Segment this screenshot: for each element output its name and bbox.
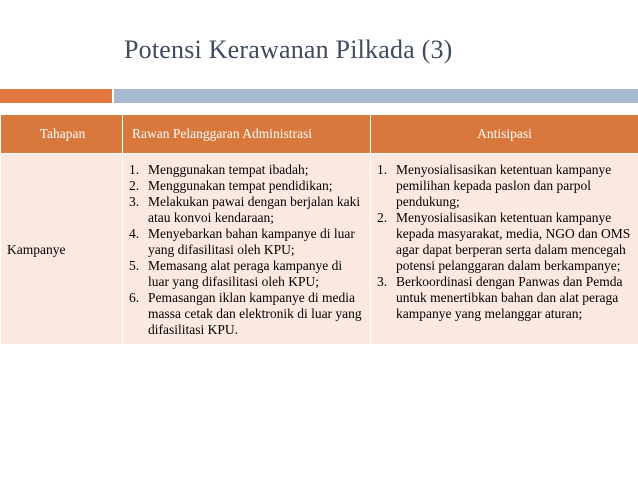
list-item: 3. Melakukan pawai dengan berjalan kaki atau konvoi kendaraan; <box>129 194 361 225</box>
anticipation-list <box>375 162 634 322</box>
slide-title: Potensi Kerawanan Pilkada (3) <box>124 35 453 64</box>
header-violation: Rawan Pelanggaran Administrasi <box>123 115 371 154</box>
list-item: 3. Berkoordinasi dengan Panwas dan Pemda untuk menertibkan bahan dan alat peraga kampanye yang melanggar aturan; <box>377 274 623 321</box>
list-item: 5. Memasang alat peraga kampanye di luar yang difasilitasi oleh KPU; <box>129 258 343 289</box>
list-item: 2. Menyosialisasikan ketentuan kampanye kepada masyarakat, media, NGO dan OMS agar dapat berperan serta dalam mencegah potensi pelanggaran dalam berkampanye; <box>377 210 631 273</box>
list-item: 1. Menyosialisasikan ketentuan kampanye pemilihan kepada paslon dan parpol pendukung; <box>377 162 612 209</box>
violation-list <box>127 162 366 338</box>
divider-orange-block <box>0 89 112 103</box>
title-divider <box>0 89 638 103</box>
header-anticipation: Antisipasi <box>371 115 638 154</box>
list-item: 6. Pemasangan iklan kampanye di media massa cetak dan elektronik di luar yang difasilitasi KPU. <box>129 290 362 337</box>
list-item: 1. Menggunakan tempat ibadah; <box>129 162 309 177</box>
stage-cell: Kampanye <box>1 154 123 345</box>
list-item: 4. Menyebarkan bahan kampanye di luar yang difasilitasi oleh KPU; <box>129 226 355 257</box>
anticipation-cell <box>371 154 638 345</box>
violation-cell <box>123 154 371 345</box>
risk-table <box>0 114 638 345</box>
list-item: 2. Menggunakan tempat pendidikan; <box>129 178 333 193</box>
table-row <box>1 154 638 345</box>
divider-blue-bar <box>114 89 638 103</box>
header-stage: Tahapan <box>1 115 123 154</box>
table-header-row <box>1 115 638 154</box>
